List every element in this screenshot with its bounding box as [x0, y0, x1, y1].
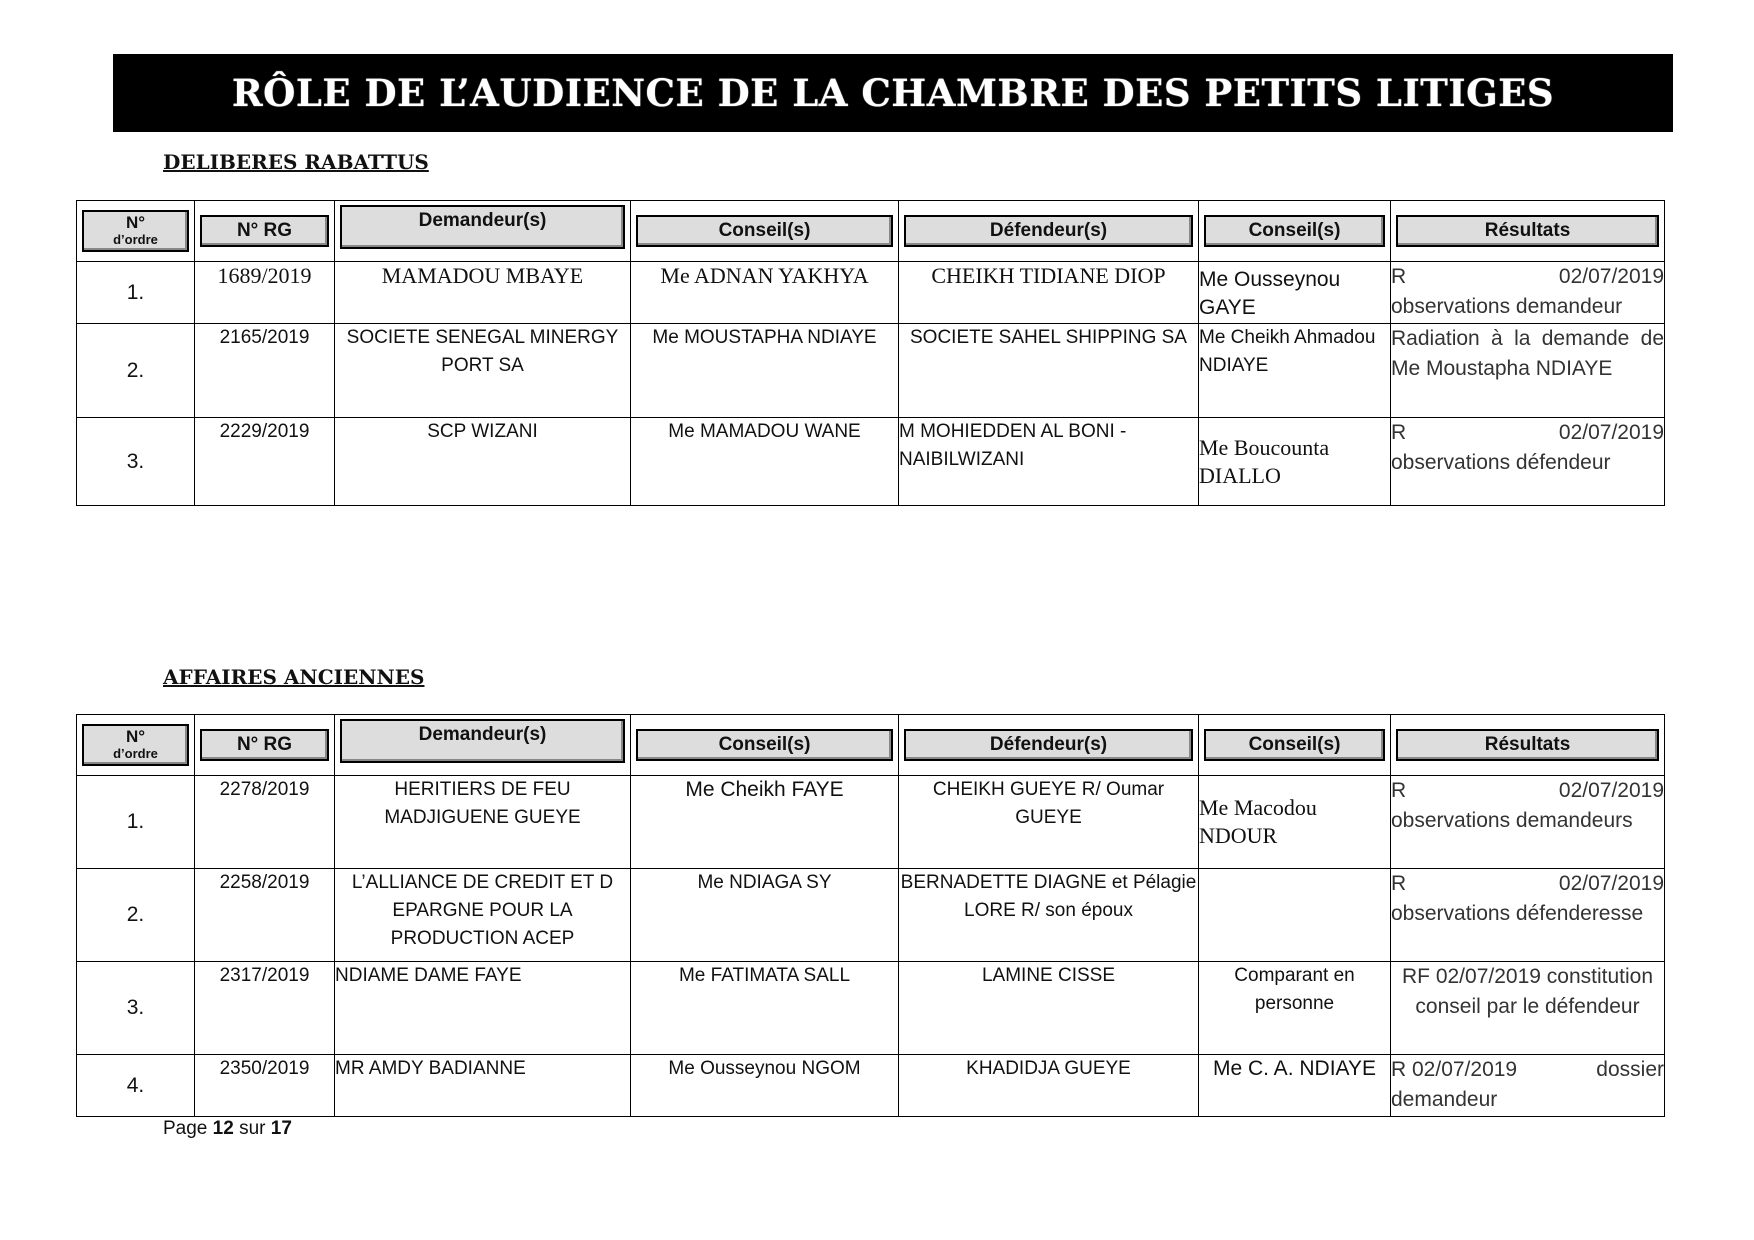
col-defendeur: Défendeur(s)	[899, 201, 1199, 262]
table-deliberes	[76, 200, 1665, 506]
resultat: R 02/07/2019 observations défenderesse	[1391, 869, 1665, 962]
demandeur: SCP WIZANI	[335, 418, 631, 506]
conseil: Me ADNAN YAKHYA	[631, 262, 899, 324]
row-number: 2.	[77, 869, 195, 962]
conseil-defendeur: Me Boucounta DIALLO	[1199, 418, 1391, 506]
of-label: sur	[239, 1118, 266, 1139]
col-conseil: Conseil(s)	[631, 715, 899, 776]
table-row	[77, 324, 1665, 418]
section-title-affaires: AFFAIRES ANCIENNES	[163, 665, 425, 689]
resultat: R 02/07/2019 observations demandeurs	[1391, 776, 1665, 869]
row-number: 1.	[77, 776, 195, 869]
conseil-defendeur: Comparant en personne	[1199, 962, 1391, 1055]
section-title-deliberes: DELIBERES RABATTUS	[163, 150, 429, 174]
row-number: 1.	[77, 262, 195, 324]
table-row	[77, 962, 1665, 1055]
resultat: RF 02/07/2019 constitution conseil par le défendeur	[1391, 962, 1665, 1055]
col-conseil2: Conseil(s)	[1199, 201, 1391, 262]
resultat: R 02/07/2019 dossier demandeur	[1391, 1055, 1665, 1117]
rg-number: 2165/2019	[195, 324, 335, 418]
table-row	[77, 776, 1665, 869]
demandeur: MAMADOU MBAYE	[335, 262, 631, 324]
resultat: Radiation à la demande de Me Moustapha NDIAYE	[1391, 324, 1665, 418]
conseil-defendeur: Me Ousseynou GAYE	[1199, 262, 1391, 324]
page-title: RÔLE DE L’AUDIENCE DE LA CHAMBRE DES PETITS LITIGES	[231, 71, 1555, 115]
rg-number: 2278/2019	[195, 776, 335, 869]
row-number: 2.	[77, 324, 195, 418]
col-demandeur: Demandeur(s)	[335, 715, 631, 776]
table-row	[77, 869, 1665, 962]
defendeur: M MOHIEDDEN AL BONI - NAIBILWIZANI	[899, 418, 1199, 506]
col-ordre: N° d’ordre	[77, 715, 195, 776]
rg-number: 2229/2019	[195, 418, 335, 506]
col-ordre: N° d’ordre	[77, 201, 195, 262]
conseil: Me MAMADOU WANE	[631, 418, 899, 506]
resultat: R 02/07/2019 observations défendeur	[1391, 418, 1665, 506]
defendeur: CHEIKH GUEYE R/ Oumar GUEYE	[899, 776, 1199, 869]
resultat: R 02/07/2019 observations demandeur	[1391, 262, 1665, 324]
rg-number: 2350/2019	[195, 1055, 335, 1117]
conseil: Me NDIAGA SY	[631, 869, 899, 962]
conseil-defendeur: Me C. A. NDIAYE	[1199, 1055, 1391, 1117]
demandeur: HERITIERS DE FEU MADJIGUENE GUEYE	[335, 776, 631, 869]
title-banner	[113, 54, 1673, 132]
defendeur: CHEIKH TIDIANE DIOP	[899, 262, 1199, 324]
page-label: Page	[163, 1118, 208, 1139]
page-total: 17	[270, 1118, 292, 1139]
col-defendeur: Défendeur(s)	[899, 715, 1199, 776]
conseil: Me MOUSTAPHA NDIAYE	[631, 324, 899, 418]
conseil: Me Cheikh FAYE	[631, 776, 899, 869]
col-rg: N° RG	[195, 715, 335, 776]
demandeur: L’ALLIANCE DE CREDIT ET D EPARGNE POUR LA PRODUCTION ACEP	[335, 869, 631, 962]
rg-number: 2317/2019	[195, 962, 335, 1055]
table-row	[77, 418, 1665, 506]
col-conseil2: Conseil(s)	[1199, 715, 1391, 776]
defendeur: LAMINE CISSE	[899, 962, 1199, 1055]
col-conseil: Conseil(s)	[631, 201, 899, 262]
page-number: 12	[212, 1118, 234, 1139]
col-resultats: Résultats	[1391, 201, 1665, 262]
defendeur: BERNADETTE DIAGNE et Pélagie LORE R/ son époux	[899, 869, 1199, 962]
table-header-row	[77, 715, 1665, 776]
demandeur: SOCIETE SENEGAL MINERGY PORT SA	[335, 324, 631, 418]
table-row	[77, 262, 1665, 324]
row-number: 4.	[77, 1055, 195, 1117]
page-footer	[163, 1118, 292, 1140]
conseil: Me FATIMATA SALL	[631, 962, 899, 1055]
rg-number: 1689/2019	[195, 262, 335, 324]
conseil: Me Ousseynou NGOM	[631, 1055, 899, 1117]
row-number: 3.	[77, 418, 195, 506]
table-row	[77, 1055, 1665, 1117]
demandeur: NDIAME DAME FAYE	[335, 962, 631, 1055]
conseil-defendeur: Me Macodou NDOUR	[1199, 776, 1391, 869]
defendeur: SOCIETE SAHEL SHIPPING SA	[899, 324, 1199, 418]
row-number: 3.	[77, 962, 195, 1055]
demandeur: MR AMDY BADIANNE	[335, 1055, 631, 1117]
col-resultats: Résultats	[1391, 715, 1665, 776]
table-header-row	[77, 201, 1665, 262]
table-affaires	[76, 714, 1665, 1117]
col-demandeur: Demandeur(s)	[335, 201, 631, 262]
defendeur: KHADIDJA GUEYE	[899, 1055, 1199, 1117]
conseil-defendeur	[1199, 869, 1391, 962]
rg-number: 2258/2019	[195, 869, 335, 962]
col-rg: N° RG	[195, 201, 335, 262]
conseil-defendeur: Me Cheikh Ahmadou NDIAYE	[1199, 324, 1391, 418]
